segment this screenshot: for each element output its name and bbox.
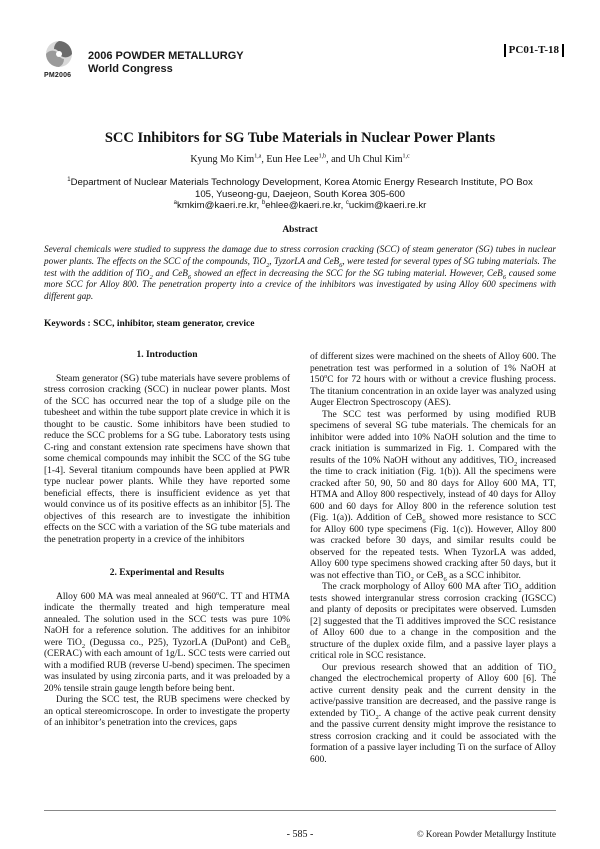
abstract-heading: Abstract — [282, 225, 318, 235]
keywords-line: Keywords : SCC, inhibitor, steam generator, crevice — [44, 319, 255, 329]
pm2006-logo — [44, 40, 74, 84]
experimental-paragraph-2: During the SCC test, the RUB specimens were checked by an optical stereomicroscope. In order to investigate the property of an inhibitor’s penetration into the crevices, gaps — [44, 695, 290, 728]
results-paragraph-2: The crack morphology of Alloy 600 MA after TiO$_2$ addition tests showed intergranular stress corrosion cracking (IGSCC) and planty of deposits or precipitates were observed. Lumsden [2] suggested that the Ti additives improved the SCC resistance of Alloy 600 due to a change in the composition and the structure of the duplex oxide film, and a passive layer plays a critical role in SCC resistance. — [310, 582, 556, 661]
swirl-logo-icon — [44, 40, 74, 72]
abstract-text: Several chemicals were studied to suppress the damage due to stress corrosion cracking (SCC) of steam generator (SG) tubes in nuclear power plants. The effects on the SCC of the compounds, TiO$_2$, TyzorLA and CeB$_6$, were tested for several types of SG tubing materials. The test with the addition of TiO$_2$ and CeB$_6$ showed an effect in decreasing the SCC for the SG tubing material. However, CeB$_6$ caused some more SCC for Alloy 800. The penetration property into a crevice of the inhibitors was investigated by using Alloy 600 specimens with different gap. — [44, 244, 556, 302]
affiliation-line-2: 105, Yuseong-gu, Daejeon, South Korea 305-600 — [195, 188, 405, 200]
conference-line-2: World Congress — [88, 63, 173, 75]
results-paragraph-1: The SCC test was performed by using modified RUB specimens of several SG tube materials. The chemicals for an inhibitor were added into 10% NaOH solution and the time to crack initiation is summarized in Fig. 1. Compared with the results of the 10% NaOH without any additives, TiO$_2$ increased the time to crack initiation (Fig. 1(b)). All the specimens were cracked after 50, 90, 50 and 80 days for Alloy 600 MA, TT, HTMA and Alloy 800 respectively, instead of 40 days for Alloy 600 and 60 days for Alloy 800 in the reference solution test (Fig. 1(a)). Addition of CeB$_6$ showed more resistance to SCC for Alloy 600 type specimens (Fig. 1(c)). However, Alloy 800 was cracked before 30 days, and similar results could be observed for the repeated tests. When TyzorLA was added, Alloy 600 type specimens showed cracking after 50 days, but it was not effective than TiO$_2$ or CeB$_6$ as a SCC inhibitor. — [310, 409, 557, 583]
author-name: Kyung Mo Kim — [190, 154, 255, 165]
author-affiliation-marker: 1,b — [318, 153, 327, 160]
author-affiliation-marker: 1,c — [402, 153, 410, 160]
section-heading-introduction: 1. Introduction — [136, 350, 198, 360]
continued-paragraph: of different sizes were machined on the sheets of Alloy 600. The penetration test was performed in a solution of 1% NaOH at 150$^o$C for 72 hours with or without a crevice flushing process. The titanium concentration in an oxide layer was analyzed using Auger Electron Spectroscopy (AES). — [310, 352, 556, 408]
email-address: kmkim@kaeri.re.kr — [176, 200, 257, 211]
conference-name — [88, 50, 244, 76]
right-column — [310, 352, 556, 766]
author-list: Kyung Mo Kim$^{1,a}$, Eun Hee Lee$^{1,b}$, and Uh Chul Kim$^{1,c}$ — [190, 153, 410, 165]
author-affiliation-marker: 1,a — [254, 153, 262, 160]
author-name: Uh Chul Kim — [348, 154, 403, 165]
footer-divider — [44, 810, 556, 811]
paper-code: PC01-T-18 — [504, 44, 564, 57]
left-column — [44, 348, 290, 730]
email-line: $^a$kmkim@kaeri.re.kr, $^b$ehlee@kaeri.re.kr, $^c$uckim@kaeri.re.kr — [173, 199, 427, 211]
page-number: - 585 - — [286, 829, 314, 840]
intro-paragraph: Steam generator (SG) tube materials have severe problems of stress corrosion cracking (SCC) in nuclear power plants. Most of the SCC has occurred near the top of a sludge pile on the tubesheet and within the tube support plate crevice in which it is thought to be caustic. Some inhibitors have been studied to reduce the SCC problems for a SG tube. Laboratory tests using C-ring and constant extension rate specimens have shown that some chemical compounds may inhibit the SCC of the SG tube [1-4]. Several titanium compounds have been applied at PWR type nuclear power plants. While they have reported some beneficial effects, there is insufficient evidence as yet that would convince us of its positive effects as an inhibitor [5]. The objectives of this research are to investigate the inhibition effects on the SCC with a variation of the SG tube materials and the penetration property in a crevice of the inhibitors — [44, 373, 290, 545]
conference-line-1: 2006 POWDER METALLURGY — [88, 50, 244, 62]
logo-text: PM2006 — [44, 72, 72, 79]
email-marker: c — [345, 199, 349, 206]
affiliation-line-1: $^1$Department of Nuclear Materials Technology Development, Korea Atomic Energy Research Institute, PO Box — [67, 176, 533, 188]
affiliation-marker: 1 — [67, 176, 71, 183]
affiliation-block — [60, 177, 540, 212]
email-address: ehlee@kaeri.re.kr — [265, 200, 341, 211]
email-address: uckim@kaeri.re.kr — [348, 200, 427, 211]
experimental-paragraph-1: Alloy 600 MA was meal annealed at 960$^o$C. TT and HTMA indicate the thermally treated and high temperature meal annealed. The solution used in the SCC tests was pure 10% NaOH for a reference solution. The additives for an inhibitor were TiO$_2$ (Degussa co., P25), TyzorLA (DuPont) and CeB$_6$ (CERAC) with each amount of 1g/L. SCC tests were carried out with a modified RUB (reverse U-bend) specimen. The specimen was insulated by using zirconia parts, and it was preloaded by a 20% tensile strain gauge length before being bent. — [44, 590, 290, 694]
email-marker: a — [173, 199, 177, 206]
section-heading-experimental: 2. Experimental and Results — [109, 568, 225, 578]
results-paragraph-3: Our previous research showed that an addition of TiO$_2$ changed the electrochemical property of Alloy 600 [6]. The active current density peak and the current density in the active/passive transition are decreased, and the passive range is extended by TiO$_2$. A change of the active peak current density and the passive current density might improve the resistance to stress corrosion cracking and it could be associated with the formation of a passive layer including Ti on the surface of Alloy 600. — [310, 662, 557, 765]
copyright-notice: © Korean Powder Metallurgy Institute — [416, 829, 556, 839]
paper-title: SCC Inhibitors for SG Tube Materials in Nuclear Power Plants — [104, 130, 496, 146]
page-header — [44, 40, 564, 90]
email-marker: b — [261, 199, 266, 206]
author-name: Eun Hee Lee — [266, 154, 319, 165]
